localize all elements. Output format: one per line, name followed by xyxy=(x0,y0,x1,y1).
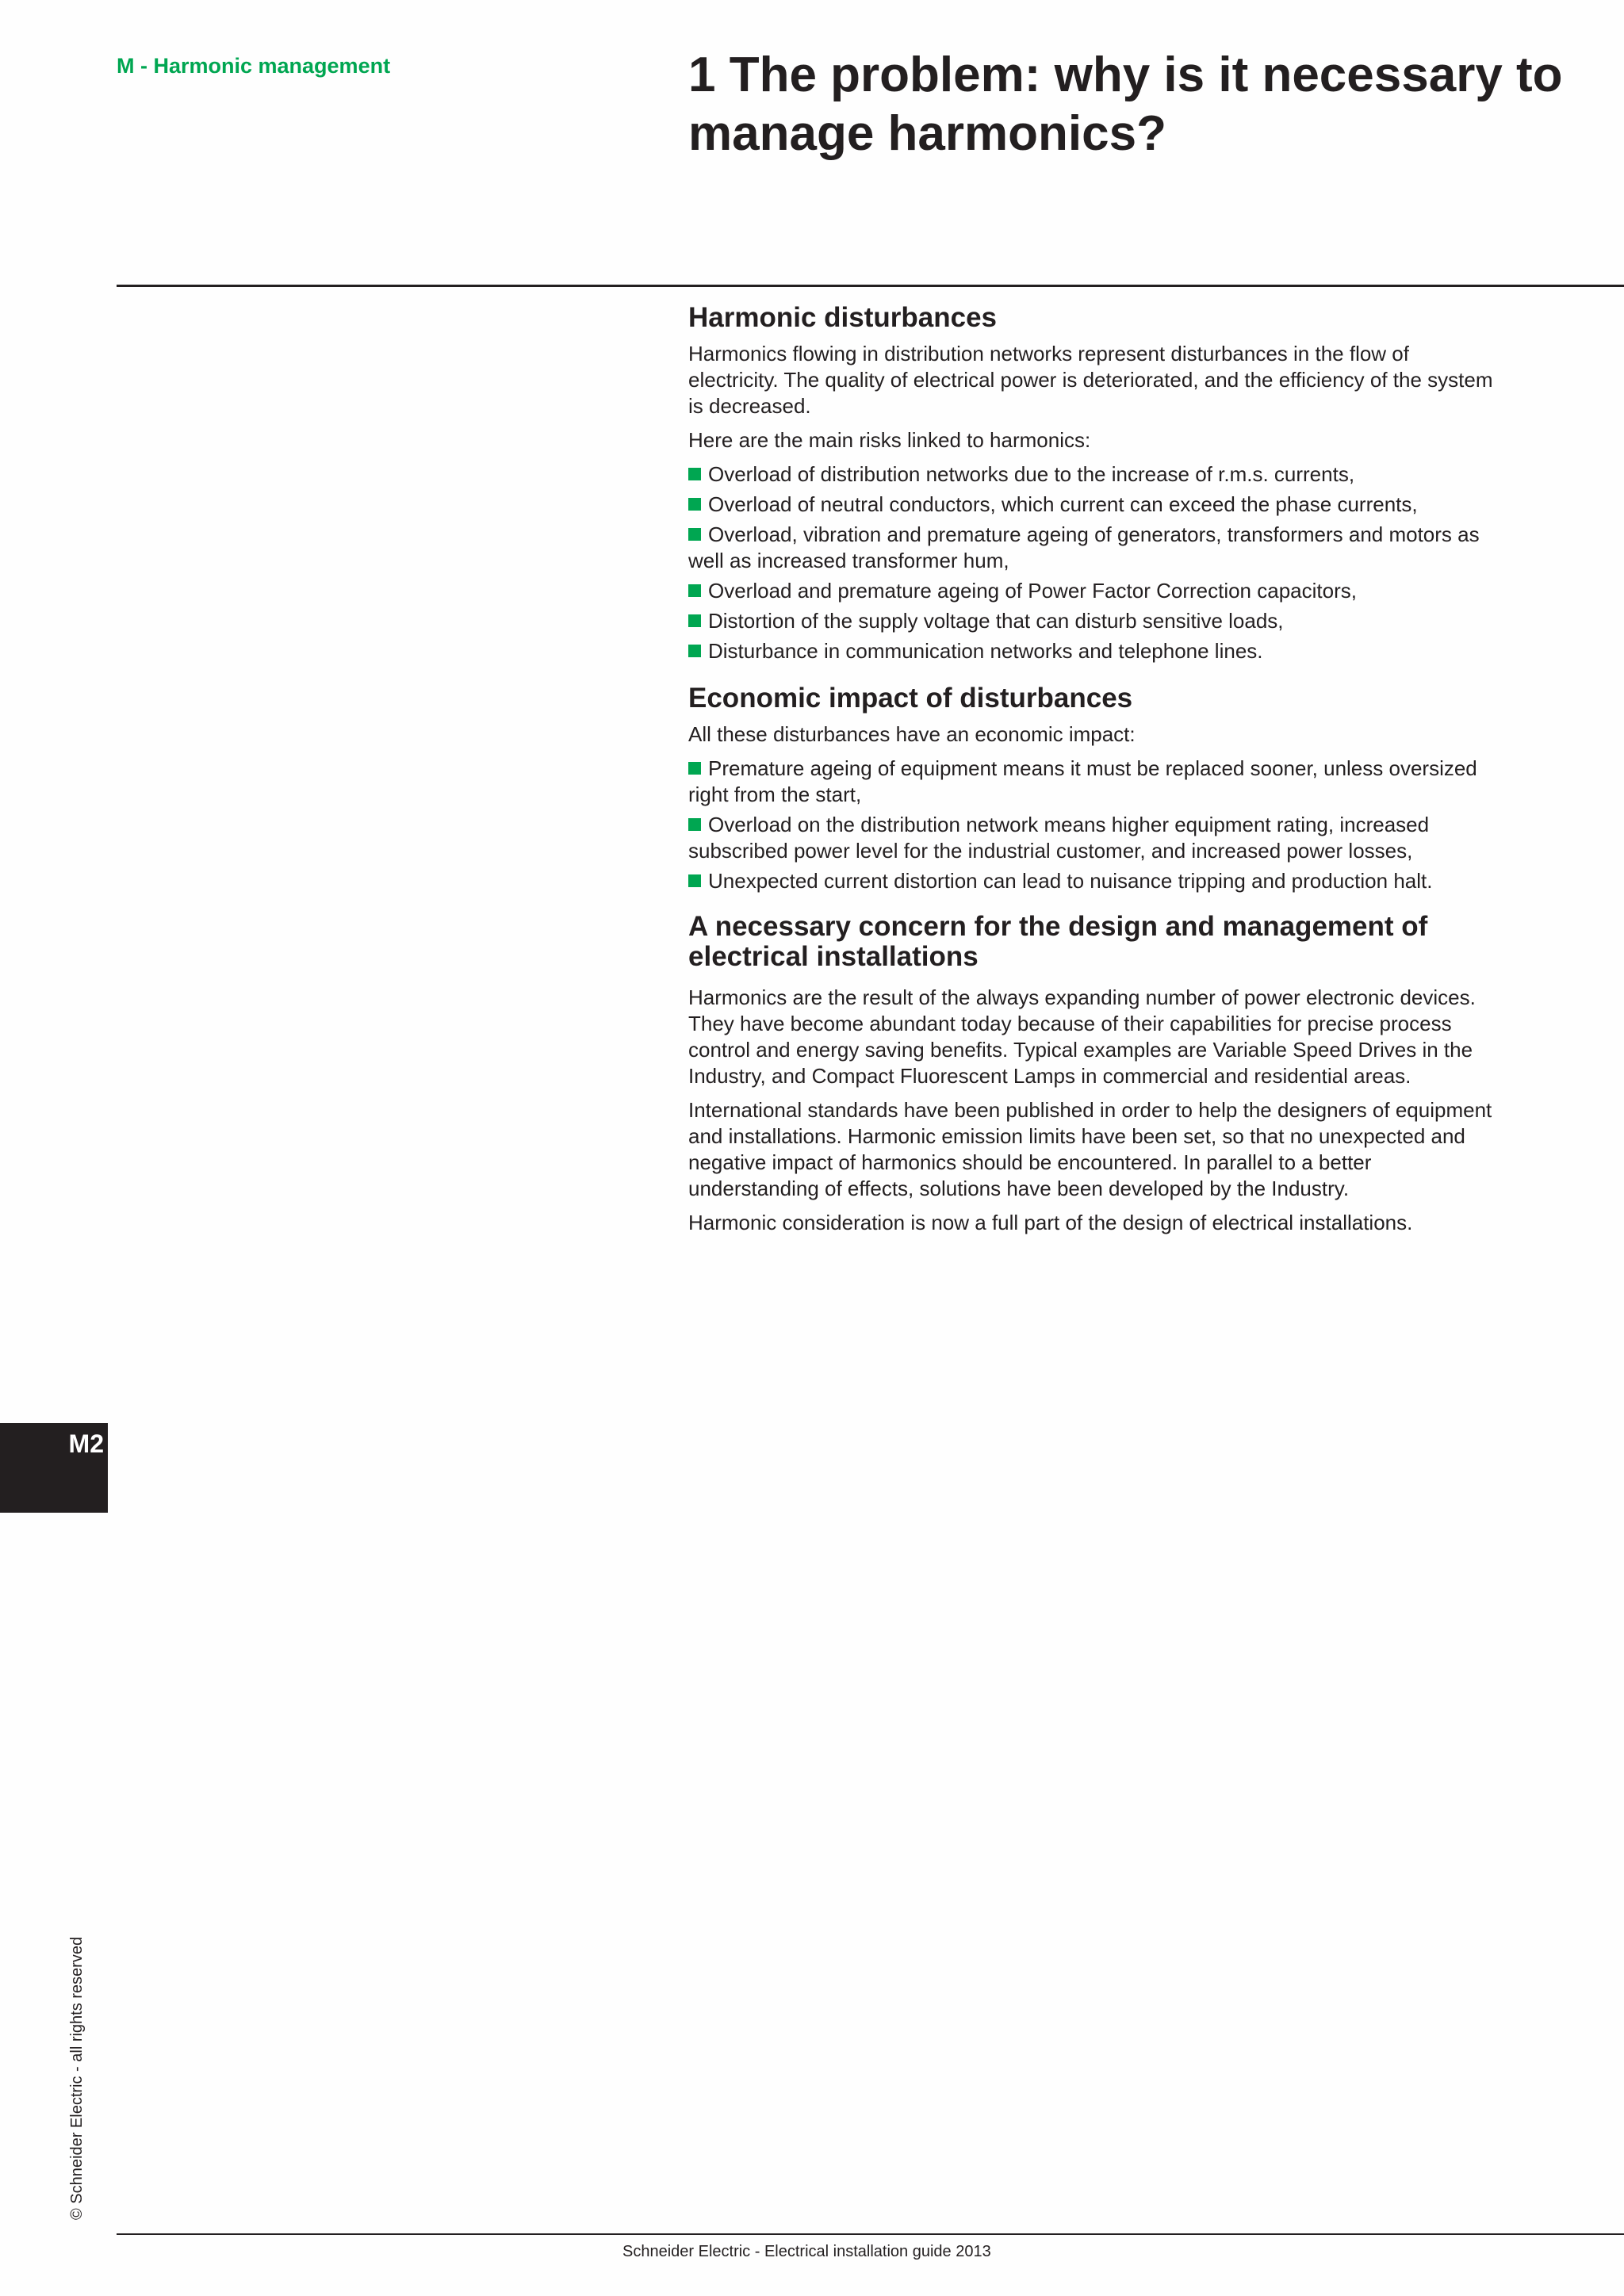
header-divider xyxy=(117,285,1624,287)
paragraph: Harmonics flowing in distribution networks represent disturbances in the flow of electricity. The quality of electrical power is deteriorated, and the efficiency of the system is decreased. xyxy=(688,342,1493,418)
heading-economic-impact: Economic impact of disturbances xyxy=(688,683,1133,714)
list-item-text: Unexpected current distortion can lead to nuisance tripping and production halt. xyxy=(708,869,1433,893)
list-item xyxy=(688,608,1501,634)
paragraph: International standards have been published in order to help the designers of equipment and installations. Harmonic emission limits have been set, so that no unexpected and negative impact of harmonics should be encountered. In parallel to a better understanding of effects, solutions have been developed by the Industry. xyxy=(688,1098,1492,1200)
list-item xyxy=(688,638,1501,664)
square-bullet-icon xyxy=(688,584,701,597)
square-bullet-icon xyxy=(688,874,701,887)
chapter-title: 1 The problem: why is it necessary to manage harmonics? xyxy=(688,48,1563,161)
square-bullet-icon xyxy=(688,818,701,831)
page-tab xyxy=(0,1423,108,1513)
list-item xyxy=(688,492,1501,518)
list-item xyxy=(688,756,1501,808)
section-tag: M - Harmonic management xyxy=(117,54,391,78)
square-bullet-icon xyxy=(688,645,701,657)
paragraph: All these disturbances have an economic impact: xyxy=(688,722,1136,746)
copyright-notice: © Schneider Electric - all rights reserved xyxy=(68,1936,86,2220)
square-bullet-icon xyxy=(688,614,701,627)
list-item-text: Distortion of the supply voltage that can disturb sensitive loads, xyxy=(708,609,1284,633)
square-bullet-icon xyxy=(688,762,701,775)
list-item xyxy=(688,812,1501,864)
footer-text: Schneider Electric - Electrical installation guide 2013 xyxy=(622,2243,991,2260)
list-item-text: Overload and premature ageing of Power Factor Correction capacitors, xyxy=(708,579,1357,603)
paragraph: Here are the main risks linked to harmonics: xyxy=(688,428,1091,452)
list-item-text: Overload, vibration and premature ageing of generators, transformers and motors as well as increased transformer hum, xyxy=(688,522,1480,572)
list-item-text: Overload of neutral conductors, which current can exceed the phase currents, xyxy=(708,492,1418,516)
page-number: M2 xyxy=(68,1429,104,1458)
content-column xyxy=(688,303,1501,1244)
list-item xyxy=(688,461,1501,488)
list-item-text: Premature ageing of equipment means it must be replaced sooner, unless oversized right from the start, xyxy=(688,756,1477,806)
footer-divider xyxy=(117,2233,1624,2235)
risks-list xyxy=(688,461,1501,664)
paragraph: Harmonic consideration is now a full part of the design of electrical installations. xyxy=(688,1211,1413,1234)
list-item xyxy=(688,522,1501,574)
economic-impact-list xyxy=(688,756,1501,894)
list-item-text: Overload of distribution networks due to the increase of r.m.s. currents, xyxy=(708,462,1355,486)
list-item-text: Disturbance in communication networks and telephone lines. xyxy=(708,639,1263,663)
square-bullet-icon xyxy=(688,498,701,511)
square-bullet-icon xyxy=(688,468,701,480)
heading-harmonic-disturbances: Harmonic disturbances xyxy=(688,302,997,333)
list-item-text: Overload on the distribution network means higher equipment rating, increased subscribed power level for the industrial customer, and increased power losses, xyxy=(688,813,1430,863)
heading-design-concern: A necessary concern for the design and management of electrical installations xyxy=(688,911,1428,972)
list-item xyxy=(688,868,1501,894)
list-item xyxy=(688,578,1501,604)
square-bullet-icon xyxy=(688,528,701,541)
paragraph: Harmonics are the result of the always expanding number of power electronic devices. They have become abundant today because of their capabilities for precise process control and energy saving benefits. Typical examples are Variable Speed Drives in the Industry, and Compact Fluorescent Lamps in commercial and residential areas. xyxy=(688,985,1476,1088)
